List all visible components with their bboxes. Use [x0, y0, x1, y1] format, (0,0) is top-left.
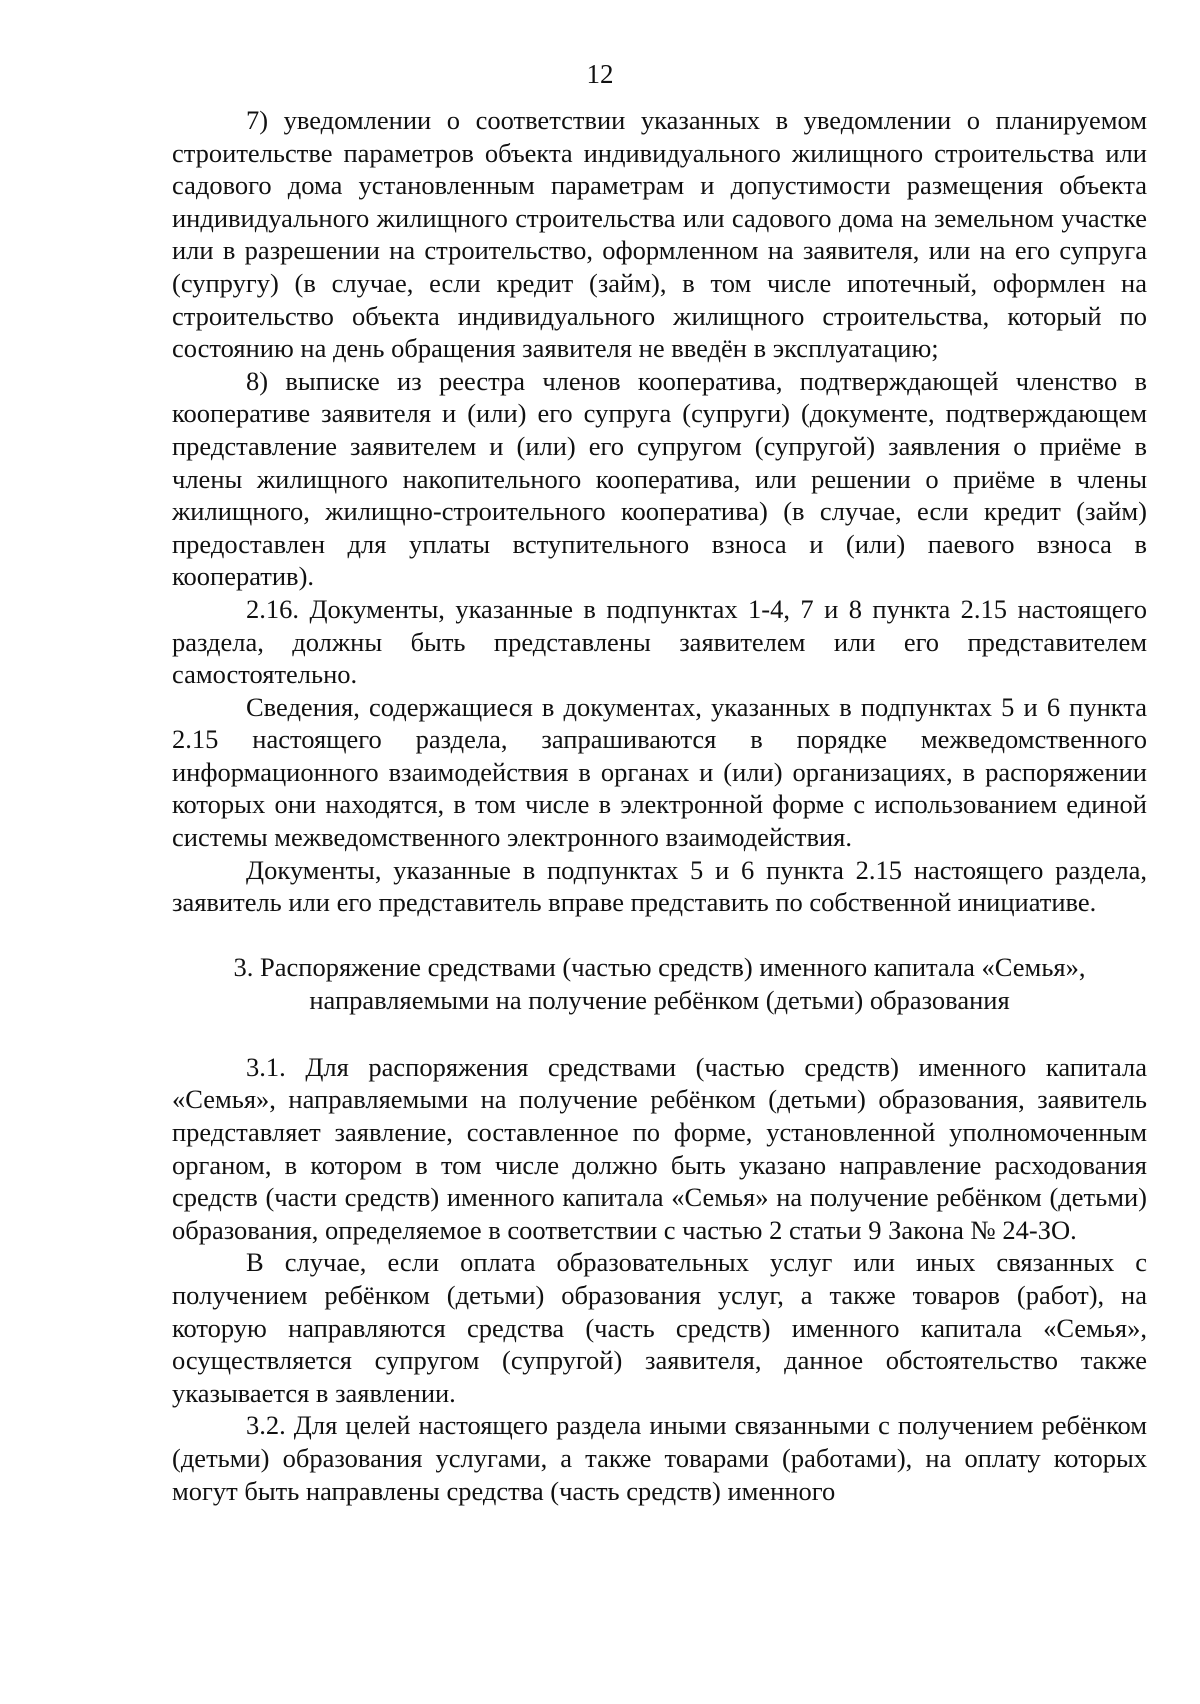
paragraph-3-1: 3.1. Для распоряжения средствами (частью средств) именного капитала «Семья», направляемыми на получение ребёнком (детьми) образования, заявитель представляет заявление, составленное по форме, установленной уполномоченным органом, в котором в том числе должно быть указано направление расходования средств (части средств) именного капитала «Семья» на получение ребёнком (детьми) образования, определяемое в соответствии с частью 2 статьи 9 Закона № 24-ЗО.	[172, 1051, 1147, 1245]
paragraph-2-16: 2.16. Документы, указанные в подпунктах 1-4, 7 и 8 пункта 2.15 настоящего раздела, должны быть представлены заявителем или его представителем самостоятельно.	[172, 593, 1147, 690]
section-3-heading-line-2: направляемыми на получение ребёнком (детьми) образования	[309, 984, 1010, 1015]
page-number: 12	[586, 59, 614, 89]
paragraph-v-sluchae: В случае, если оплата образовательных услуг или иных связанных с получением ребёнком (детьми) образования услуг, а также товаров (работ), на которую направляются средства (часть средств) именного капитала «Семья», осуществляется супругом (супругой) заявителя, данное обстоятельство также указывается в заявлении.	[172, 1247, 1147, 1408]
paragraph-svedeniya: Сведения, содержащиеся в документах, указанных в подпунктах 5 и 6 пункта 2.15 настоящего раздела, запрашиваются в порядке межведомственного информационного взаимодействия в органах и (или) организациях, в распоряжении которых они находятся, в том числе в электронной форме с использованием единой системы межведомственного электронного взаимодействия.	[172, 691, 1147, 853]
paragraph-item-8: 8) выписке из реестра членов кооператива, подтверждающей членство в кооперативе заявителя и (или) его супруга (супруги) (документе, подтверждающем представление заявителем и (или) его супругом (супругой) заявления о приёме в члены жилищного накопительного кооператива, или решении о приёме в члены жилищного, жилищно-строительного кооператива) (в случае, если кредит (займ) предоставлен для уплаты вступительного взноса и (или) паевого взноса в кооператив).	[172, 365, 1147, 592]
paragraph-3-2: 3.2. Для целей настоящего раздела иными связанными с получением ребёнком (детьми) образования услугами, а также товарами (работами), на оплату которых могут быть направлены средства (часть средств) именного	[172, 1410, 1147, 1506]
section-3-heading-line-1: 3. Распоряжение средствами (частью средств) именного капитала «Семья»,	[233, 951, 1086, 982]
paragraph-item-7: 7) уведомлении о соответствии указанных в уведомлении о планируемом строительстве параметров объекта индивидуального жилищного строительства или садового дома установленным параметрам и допустимости размещения объекта индивидуального жилищного строительства или садового дома на земельном участке или в разрешении на строительство, оформленном на заявителя, или на его супруга (супругу) (в случае, если кредит (займ), в том числе ипотечный, оформлен на строительство объекта индивидуального жилищного строительства, который по состоянию на день обращения заявителя не введён в эксплуатацию;	[172, 105, 1147, 364]
document-body	[172, 104, 1147, 1507]
paragraph-dokumenty: Документы, указанные в подпунктах 5 и 6 пункта 2.15 настоящего раздела, заявитель или его представитель вправе представить по собственной инициативе.	[172, 854, 1147, 918]
section-3-heading	[172, 951, 1147, 1017]
